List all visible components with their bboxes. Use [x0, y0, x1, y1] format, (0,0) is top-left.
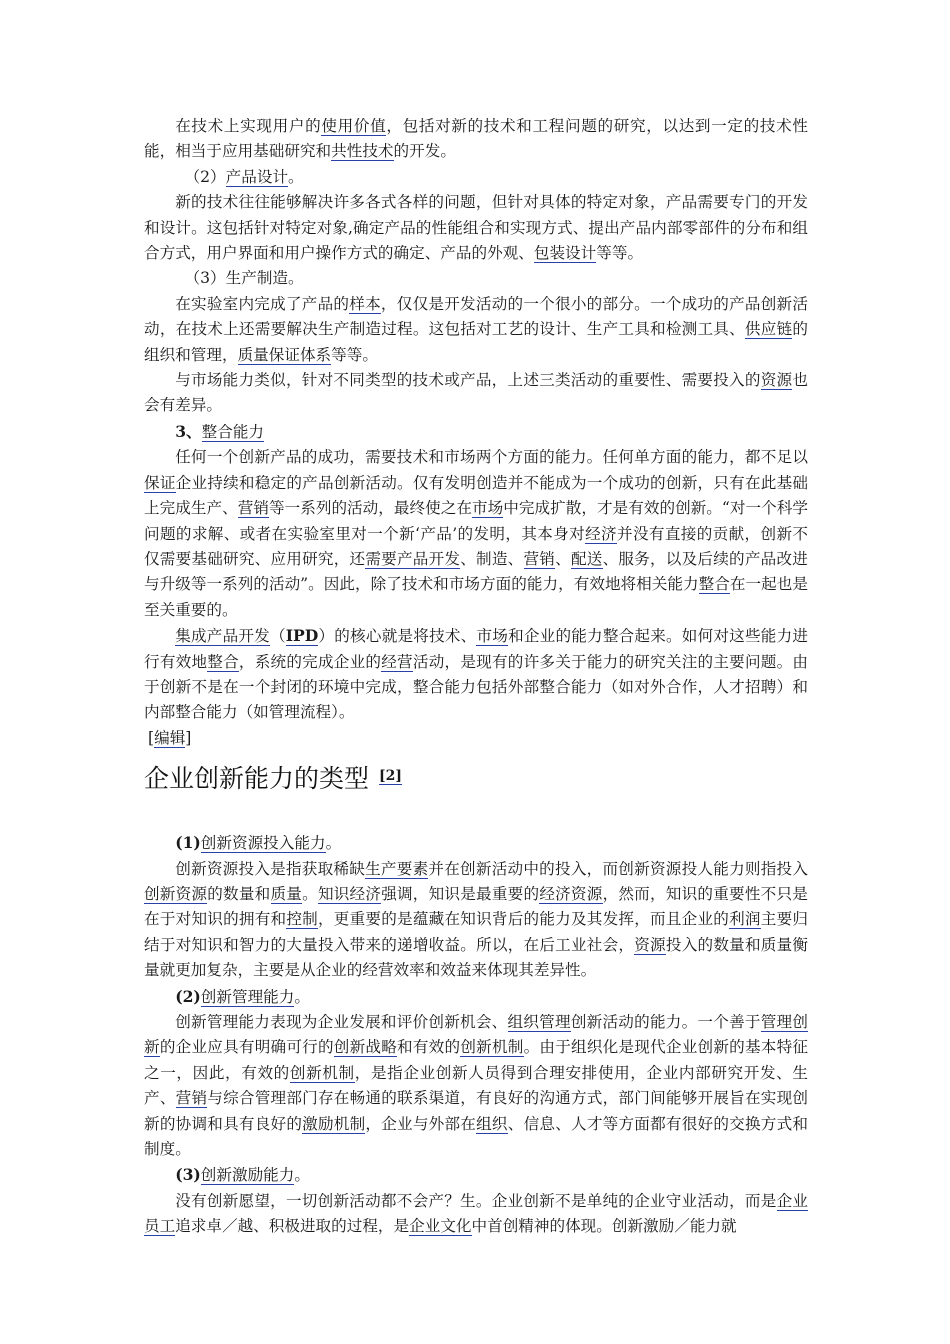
- paragraph: 没有创新愿望，一切创新活动都不会产？生。企业创新不是单纯的企业守业活动，而是企业员工追求卓／越、积极进取的过程，是企业文化中首创精神的体现。创新激励／能力就: [144, 1191, 808, 1236]
- link-packaging-design[interactable]: 包装设计: [533, 244, 597, 263]
- document-page: [144, 114, 808, 1240]
- edit-link-row: [编辑]: [148, 728, 192, 747]
- link-knowledge-economy[interactable]: 知识经济: [317, 884, 382, 903]
- link-control[interactable]: 控制: [286, 910, 318, 929]
- paragraph: 集成产品开发（IPD）的核心就是将技术、市场和企业的能力整合起来。如何对这些能力进行有效地整合，系统的完成企业的经营活动，是现有的许多关于能力的研究关注的主要问题。由于创新不是在一个封闭的环境中完成，整合能力包括外部整合能力（如对外合作，人才招聘）和内部整合能力（如管理流程）。: [144, 626, 808, 722]
- paragraph: 任何一个创新产品的成功，需要技术和市场两个方面的能力。任何单方面的能力，都不足以保证企业持续和稳定的产品创新活动。仅有发明创造并不能成为一个成功的创新，只有在此基础上完成生产、营销等一系列的活动，最终使之在市场中完成扩散，才是有效的创新。“对一个科学问题的求解、或者在实验室里对一个新‘产品’的发明，其本身对经济并没有直接的贡献，创新不仅需要基础研究、应用研究，还需要产品开发、制造、营销、配送、服务，以及后续的产品改进与升级等一系列的活动”。因此，除了技术和市场方面的能力，有效地将相关能力整合在一起也是至关重要的。: [144, 448, 808, 619]
- link-resource-input-capability[interactable]: 创新资源投入能力: [200, 834, 326, 853]
- link-profit[interactable]: 利润: [729, 910, 761, 929]
- link-marketing[interactable]: 营销: [523, 549, 556, 568]
- link-ipd-abbr[interactable]: IPD: [285, 626, 319, 646]
- link-employees[interactable]: 企业员工: [144, 1191, 808, 1236]
- section-title: 企业创新能力的类型 [2]: [144, 764, 403, 794]
- subheading-resource-input: (1)创新资源投入能力。: [175, 833, 342, 853]
- link-distribution[interactable]: 配送: [570, 549, 603, 568]
- link-integrate[interactable]: 整合: [698, 575, 730, 594]
- link-integrate[interactable]: 整合: [207, 652, 239, 671]
- link-innovation-mechanism[interactable]: 创新机制: [289, 1063, 355, 1082]
- link-supply-chain[interactable]: 供应链: [744, 320, 793, 339]
- link-market[interactable]: 市场: [476, 627, 509, 646]
- link-sample[interactable]: 样本: [349, 294, 381, 313]
- subheading-innovation-incentive: (3)创新激励能力。: [175, 1165, 310, 1185]
- link-economic-resources[interactable]: 经济资源: [539, 884, 603, 903]
- link-quality[interactable]: 质量: [270, 884, 303, 903]
- link-integration-capability[interactable]: 整合能力: [201, 422, 265, 441]
- reference-link[interactable]: [2]: [379, 768, 403, 785]
- link-incentive-mechanism[interactable]: 激励机制: [302, 1114, 366, 1133]
- paragraph: 与市场能力类似，针对不同类型的技术或产品，上述三类活动的重要性、需要投入的资源也会有差异。: [144, 371, 808, 415]
- link-innovation-strategy[interactable]: 创新战略: [333, 1038, 398, 1057]
- link-guarantee[interactable]: 保证: [144, 473, 176, 492]
- link-quality-system[interactable]: 质量保证体系: [237, 345, 332, 364]
- link-resources[interactable]: 资源: [760, 371, 793, 390]
- link-resources[interactable]: 资源: [634, 935, 666, 954]
- link-production-factors[interactable]: 生产要素: [365, 859, 429, 878]
- link-use-value[interactable]: 使用价值: [321, 117, 387, 135]
- link-generic-technology[interactable]: 共性技术: [331, 142, 394, 161]
- link-corporate-culture[interactable]: 企业文化: [409, 1217, 472, 1236]
- link-ipd[interactable]: 集成产品开发: [175, 627, 270, 646]
- link-economy[interactable]: 经济: [585, 524, 617, 543]
- subheading-product-design: （2）产品设计。: [184, 167, 304, 186]
- link-market[interactable]: 市场: [472, 499, 504, 518]
- link-organization[interactable]: 组织: [476, 1114, 508, 1133]
- edit-link[interactable]: 编辑: [154, 728, 186, 747]
- link-management-innovation[interactable]: 管理创新: [144, 1013, 808, 1057]
- paragraph: 在技术上实现用户的使用价值，包括对新的技术和工程问题的研究，以达到一定的技术性能，相当于应用基础研究和共性技术的开发。: [144, 117, 808, 161]
- subheading-integration: 3、整合能力: [175, 421, 265, 441]
- link-organization-management[interactable]: 组织管理: [507, 1013, 571, 1031]
- link-product-development[interactable]: 需要产品开发: [365, 549, 461, 568]
- paragraph: 在实验室内完成了产品的样本，仅仅是开发活动的一个很小的部分。一个成功的产品创新活动，在技术上还需要解决生产制造过程。这包括对工艺的设计、生产工具和检测工具、供应链的组织和管理，质量保证体系等等。: [144, 294, 808, 364]
- link-innovation-resources[interactable]: 创新资源: [144, 884, 208, 903]
- paragraph: 创新管理能力表现为企业发展和评价创新机会、组织管理创新活动的能力。一个善于管理创新的企业应具有明确可行的创新战略和有效的创新机制。由于组织化是现代企业创新的基本特征之一，因此，有效的创新机制，是指企业创新人员得到合理安排使用，企业内部研究开发、生产、营销与综合管理部门存在畅通的联系渠道，有良好的沟通方式，部门间能够开展旨在实现创新的协调和具有良好的激励机制，企业与外部在组织、信息、人才等方面都有很好的交换方式和制度。: [144, 1013, 808, 1159]
- link-innovation-management-capability[interactable]: 创新管理能力: [200, 987, 295, 1006]
- subheading-manufacturing: （3）生产制造。: [184, 269, 304, 288]
- link-marketing[interactable]: 营销: [237, 499, 269, 518]
- link-operation[interactable]: 经营: [381, 652, 413, 671]
- subheading-innovation-management: (2)创新管理能力。: [175, 986, 310, 1006]
- link-innovation-incentive-capability[interactable]: 创新激励能力: [200, 1166, 295, 1185]
- link-product-design[interactable]: 产品设计: [225, 167, 289, 186]
- paragraph: 创新资源投入是指获取稀缺生产要素并在创新活动中的投入，而创新资源投人能力则指投入创新资源的数量和质量。知识经济强调，知识是最重要的经济资源，然而，知识的重要性不只是在于对知识的拥有和控制，更重要的是蕴藏在知识背后的能力及其发挥，而且企业的利润主要归结于对知识和智力的大量投入带来的递增收益。所以，在后工业社会，资源投入的数量和质量衡量就更加复杂，主要是从企业的经营效率和效益来体现其差异性。: [144, 859, 808, 980]
- link-innovation-mechanism[interactable]: 创新机制: [460, 1038, 524, 1057]
- paragraph: 新的技术往往能够解决许多各式各样的问题，但针对具体的特定对象，产品需要专门的开发和设计。这包括针对特定对象,确定产品的性能组合和实现方式、提出产品内部零部件的分布和组合方式，用户界面和用户操作方式的确定、产品的外观、包装设计等等。: [144, 193, 808, 263]
- link-marketing[interactable]: 营销: [175, 1089, 208, 1108]
